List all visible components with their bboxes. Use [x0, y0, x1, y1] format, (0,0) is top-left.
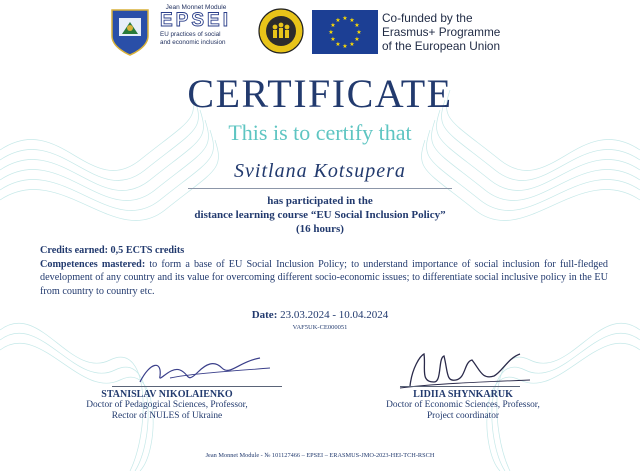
- credits-earned: Credits earned: 0,5 ECTS credits: [40, 245, 185, 256]
- eu-line-2: Erasmus+ Programme: [382, 25, 501, 39]
- eu-line-3: of the European Union: [382, 39, 501, 53]
- date-value: 23.03.2024 - 10.04.2024: [277, 309, 389, 321]
- right-signatory-name: LIDIIA SHYNKARUK: [413, 389, 513, 400]
- participated-line-2: distance learning course “EU Social Inclusion Policy”: [194, 209, 446, 221]
- footer-text: Jean Monnet Module - № 101127466 – EPSEI – ERASMUS-JMO-2023-HEI-TCH-RSCH: [205, 452, 435, 459]
- svg-text:★: ★: [356, 29, 362, 36]
- svg-text:★: ★: [335, 17, 341, 24]
- right-signatory-role-1: Doctor of Economic Sciences, Professor,: [386, 400, 540, 410]
- right-signature-line: [400, 386, 520, 387]
- certificate-code: VAF5UK-CE000051: [292, 324, 348, 331]
- svg-text:★: ★: [328, 29, 334, 36]
- brand-subtitle-line-1: EU practices of social: [160, 31, 221, 38]
- svg-text:★: ★: [354, 22, 360, 29]
- eu-funding-text: [382, 11, 532, 53]
- certificate-title: CERTIFICATE: [187, 71, 453, 116]
- right-signatory-role-2: Project coordinator: [426, 411, 500, 421]
- module-label: Jean Monnet Module: [165, 4, 227, 11]
- university-seal-icon: [108, 8, 152, 56]
- eu-flag-icon: [312, 10, 378, 54]
- svg-text:★: ★: [335, 41, 341, 48]
- left-signatory-role-2: Rector of NULES of Ukraine: [111, 411, 223, 421]
- left-signatory: [37, 389, 297, 422]
- right-signatory: [333, 389, 593, 422]
- name-underline: [188, 188, 452, 189]
- svg-text:★: ★: [342, 43, 348, 50]
- left-signatory-role-1: Doctor of Pedagogical Sciences, Professor,: [86, 400, 248, 410]
- svg-text:★: ★: [342, 15, 348, 22]
- competences-label: Competences mastered:: [40, 258, 146, 270]
- svg-text:★: ★: [349, 41, 355, 48]
- brand-subtitle-line-2: and economic inclusion: [160, 38, 226, 46]
- course-details: [40, 244, 608, 298]
- participated-line-1: has participated in the: [267, 195, 373, 207]
- brand-name: EPSEI: [160, 10, 231, 31]
- eu-line-1: Co-funded by the: [382, 11, 473, 25]
- participation-statement: [0, 194, 640, 236]
- course-date: [0, 309, 640, 321]
- svg-text:★: ★: [349, 17, 355, 24]
- competences-text: to form a base of EU Social Inclusion Policy; to understand importance of social inclusion for full-fledged development of any country and its value for overcoming different socio-economic issues; to differentiate social inclusive policy in the EU from country to country etc.: [40, 258, 608, 297]
- svg-text:★: ★: [354, 36, 360, 43]
- round-emblem-icon: [258, 8, 304, 54]
- date-label: Date:: [251, 309, 278, 321]
- recipient-name: Svitlana Kotsupera: [234, 160, 406, 182]
- left-signatory-name: STANISLAV NIKOLAIENKO: [101, 389, 233, 400]
- participated-line-3: (16 hours): [296, 223, 344, 235]
- left-signature-line: [112, 386, 282, 387]
- epsei-logo: [160, 4, 258, 60]
- svg-text:★: ★: [330, 36, 336, 43]
- svg-text:★: ★: [330, 22, 336, 29]
- certificate-subtitle: This is to certify that: [228, 120, 412, 145]
